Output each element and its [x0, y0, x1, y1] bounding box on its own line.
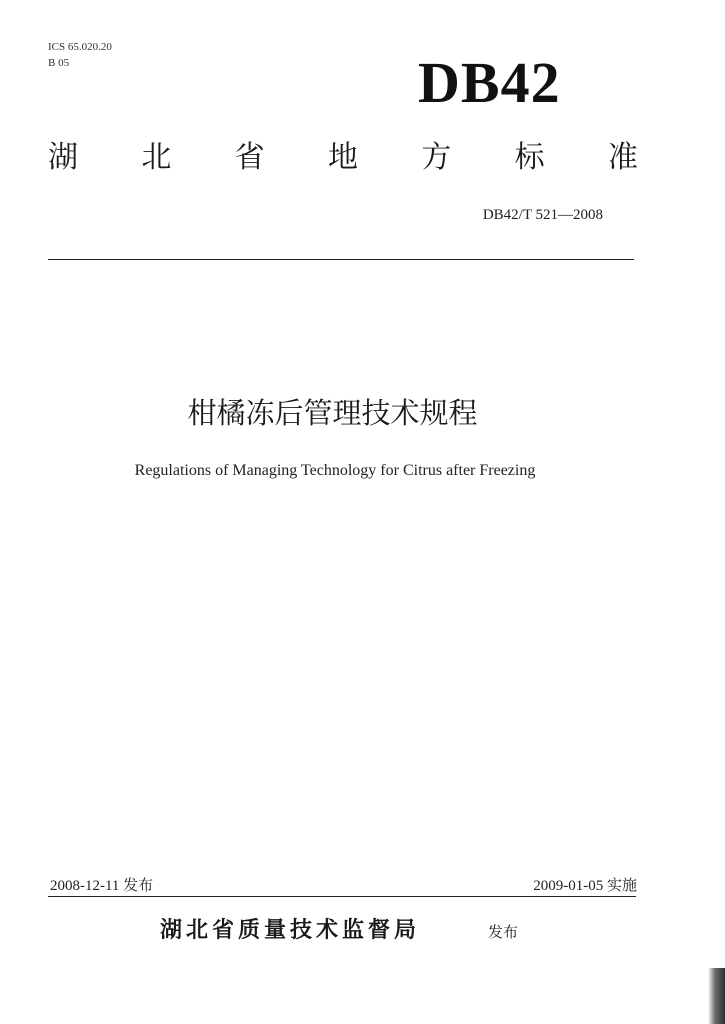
issuer-action: 发布 — [488, 923, 519, 941]
document-number: DB42/T 521—2008 — [482, 207, 603, 223]
local-standard-char: 湖 — [48, 140, 78, 175]
ccs-code: B 05 — [48, 57, 70, 69]
local-standard-char: 北 — [141, 140, 172, 175]
local-standard-heading — [48, 138, 638, 178]
standard-code: DB42 — [418, 50, 561, 115]
local-standard-char: 省 — [234, 140, 265, 175]
ics-code: ICS 65.020.20 — [48, 41, 112, 53]
local-standard-char: 准 — [607, 140, 638, 175]
issuer-name: 湖北省质量技术监督局 — [160, 918, 421, 943]
top-divider — [48, 259, 634, 260]
title-english: Regulations of Managing Technology for Citrus after Freezing — [134, 462, 536, 479]
title-chinese: 柑橘冻后管理技术规程 — [187, 396, 478, 430]
implement-date: 2009-01-05 实施 — [533, 878, 637, 894]
local-standard-char: 地 — [327, 140, 358, 175]
scan-edge-shadow — [708, 968, 725, 1024]
local-standard-char: 方 — [421, 140, 452, 175]
publish-date: 2008-12-11 发布 — [50, 878, 154, 894]
local-standard-char: 标 — [514, 140, 545, 175]
bottom-divider — [48, 896, 636, 897]
